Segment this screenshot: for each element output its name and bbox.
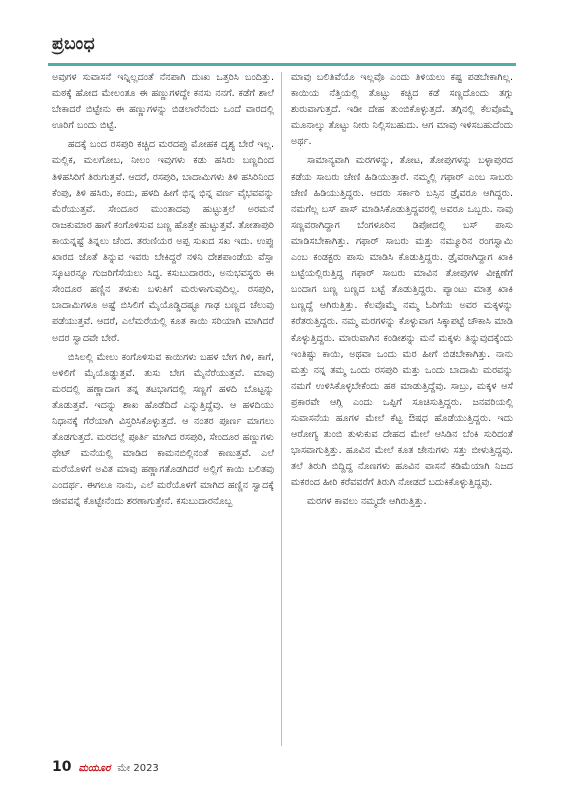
left-column bbox=[52, 70, 274, 740]
paragraph: ಮರಗಳ ಕಾವಲು ನಮ್ಮದೇ ಆಗಿರುತ್ತಿತ್ತು. bbox=[307, 496, 427, 508]
paragraph: ಬಿಸಿಲಲ್ಲಿ ಮೇಲು ಕಂಗೊಳಿಸುವ ಕಾಯಿಗಳು ಬಹಳ ಬೇಗ ಗಿಳಿ, ಕಾಗೆ, ಅಳಿಲಿಗೆ ಮೈಯೊಡ್ಡುತ್ತವೆ. ತುಸು ಬೇಗ ಮೈನೆರೆಯುತ್ತವೆ. ಮಾವು ಮರದಲ್ಲಿ ಹಣ್ಣಾದಾಗ ತನ್ನ ತಟಭಾಗದಲ್ಲಿ ಸಣ್ಣಗೆ ಹಳದಿ ಬೊಟ್ಟನ್ನು ತೊಡುತ್ತವೆ. ಇದನ್ನು ಶಾಖ ಹೊಡೆದಿದೆ ಎನ್ನುತ್ತಿದ್ದೆವು. ಆ ಹಳದಿಯು ನಿಧಾನಕ್ಕೆ ಗೆರೆಯಾಗಿ ವಿಸ್ತರಿಸಿಕೊಳ್ಳುತ್ತದೆ. ಆ ನಂತರ ಪೂರ್ಣ ಮಾಗಲು ತೊಡಗುತ್ತದೆ. ಮರದಲ್ಲೆ ಪೂರ್ತಿ ಮಾಗಿದ ರಸಪುರಿ, ಸೇಂದೂರ ಹಣ್ಣುಗಳು ಥೇಟ್ ಮನೆಯಲ್ಲಿ ಮಾಡಿದ ಕಾಮನಬಿಲ್ಲಿನಂತೆ ಕಾಣುತ್ತವೆ. ಎಲೆ ಮರೆಯೊಳಗೆ ಅವಿತ ಮಾವು ಹಣ್ಣಾಗತೊಡಗಿದರೆ ಅಲ್ಲಿಗೆ ಕಾಯಿ ಬಲಿತವು ಎಂದರ್ಥ. ಈಗಲೂ ನಾನು, ಎಲೆ ಮರೆಯೊಳಗೆ ಮಾಗಿದ ಹಣ್ಣಿನ ಸ್ವಾದಕ್ಕೆ ಜೀವವನ್ನೆ ಕೊಟ್ಟೇನೆಂದು ಶರಣಾಗುತ್ತೇನೆ. ಕಸುಬುದಾರನೊಬ್ಬ bbox=[52, 351, 274, 508]
section-title: ಪ್ರಬಂಧ bbox=[52, 34, 96, 54]
page-footer bbox=[52, 759, 159, 775]
paragraph: ಹದಕ್ಕೆ ಬಂದ ರಸಪುರಿ ಕಚ್ಚಿದ ಮರದಪ್ಪು ಮೋಹಕ ದೃಶ್ಯ ಬೇರೆ ಇಲ್ಲ. ಮಲ್ಲಿಕ, ಮಲಗೋಬ, ನೀಲಂ ಇವುಗಳು ಕಡು ಹಸಿರು ಬಣ್ಣದಿಂದ ತಿಳಿಹಸಿರಿಗೆ ತಿರುಗುತ್ತವೆ. ಆದರೆ, ರಸಪುರಿ, ಬಾದಾಮಿಗಳು ತಿಳಿ ಹಸಿರಿನಿಂದ ಕೆಂಪು, ತಿಳಿ ಹಸಿರು, ಕಂದು, ಹಳದಿ ಹೀಗೆ ಭಿನ್ನ ಭಿನ್ನ ವರ್ಣ ವೈಭವವನ್ನು ಮೆರೆಯುತ್ತವೆ. ಸೇಂದೂರ ಮುಂತಾದವು ಹುಟ್ಟುತ್ತಲೆ ಅರಮನೆ ರಾಜಕುಮಾರ ಹಾಗೆ ಕಂಗೊಳಿಸುವ ಬಣ್ಣ ಹೊತ್ತೇ ಹುಟ್ಟುತ್ತವೆ. ತೋತಾಪುರಿ ಕಾಯನ್ನಷ್ಟೆ ತಿನ್ನಲು ಚೆಂದ. ತರುಣಿಯರ ಅಪ್ಪ ಸುಖದ ಸಖ ಇದು. ಉಪ್ಪು ಖಾರದ ಜೊತೆ ತಿನ್ನುವ ಇವರು ಬೇಕಿದ್ದರೆ ನಳಿನಿ ದೇಶಪಾಂಡೆಯ ವೆಸ್ಪಾ ಸ್ಕೂಟರನ್ನೂ ಗುಜರಿಗೆಸೆಯಲು ಸಿದ್ಧ. ಕಸುಬುದಾರರು, ಅನುಭವಸ್ಥರು ಈ ಸೇಂದೂರ ಹಣ್ಣಿನ ತಳುಕು ಬಳುಕಿಗೆ ಮರುಳಾಗುವುದಿಲ್ಲ. ರಸಪುರಿ, ಬಾದಾಮಿಗಳೂ ಅಷ್ಟೆ ಬಿಸಿಲಿಗೆ ಮೈಯೊಡ್ಡಿದಷ್ಟೂ ಗಾಢ ಬಣ್ಣದ ಚೆಲುವು ಪಡೆಯುತ್ತವೆ. ಆದರೆ, ಎಲೆಮರೆಯಲ್ಲಿ ಕೂತ ಕಾಯಿ ಸರಿಯಾಗಿ ಮಾಗಿದರೆ ಅದರ ಸ್ವಾದವೇ ಬೇರೆ. bbox=[52, 139, 274, 344]
paragraph: ಮಾವು ಬಲಿತಿವೆಯೊ ಇಲ್ಲವೊ ಎಂದು ತಿಳಿಯಲು ಕಷ್ಟ ಪಡಬೇಕಾಗಿಲ್ಲ. ಕಾಯಿಯ ನೆತ್ತಿಯಲ್ಲಿ ತೊಟ್ಟು ಕಚ್ಚಿದ ಕಡೆ ಸಣ್ಣದೊಂದು ತಗ್ಗು ಶುರುವಾಗುತ್ತದೆ. ಇಡೀ ದೇಹ ತುಂಬಿಕೊಳ್ಳುತ್ತದೆ. ತಗ್ಗಿನಲ್ಲಿ ಕೆಲವೊಮ್ಮೆ ಮೂನಾಲ್ಕು ತೊಟ್ಟು ನೀರು ನಿಲ್ಲಿಸಬಹುದು. ಆಗ ಮಾವು ಇಳಿಸಬಹುದೆಂದು ಅರ್ಥ. bbox=[291, 72, 513, 148]
right-column bbox=[291, 70, 513, 750]
paragraph: ಅವುಗಳ ಸುವಾಸನೆ ಇನ್ನಿಲ್ಲದಂತೆ ನೆನಪಾಗಿ ದುಃಖ ಒತ್ತರಿಸಿ ಬಂದಿತ್ತು. ಮಠಕ್ಕೆ ಹೋದ ಮೇಲಂತೂ ಈ ಹಣ್ಣುಗಳದ್ದೇ ಕನಸು ನನಗೆ. ಕಡೆಗೆ ಶಾಲೆ ಬೇಕಾದರೆ ಬಿಟ್ಟೇನು ಈ ಹಣ್ಣುಗಳನ್ನು ಬಿಡಲಾರೆನೆಂದು ಒಂದೆ ವಾರದಲ್ಲಿ ಊರಿಗೆ ಬಂದು ಬಿಟ್ಟೆ. bbox=[52, 72, 274, 132]
column-divider bbox=[281, 72, 282, 746]
page-number: 10 bbox=[52, 759, 72, 775]
issue-date: ಮೇ 2023 bbox=[117, 763, 159, 774]
magazine-logo: ಮಯೂರ bbox=[78, 763, 111, 774]
paragraph: ಸಾಮಾನ್ಯವಾಗಿ ಮರಗಳನ್ನು, ತೋಟ, ತೋಪುಗಳನ್ನು ಬಳ್ಳಾಪುರದ ಕಡೆಯ ಸಾಬರು ಚೇಣಿ ಹಿಡಿಯುತ್ತಾರೆ. ನಮ್ಮಲ್ಲಿ ಗಫಾರ್ ಎಂಬ ಸಾಬರು ಚೇಣಿ ಹಿಡಿಯುತ್ತಿದ್ದರು. ಆದರು ಸರ್ಕಾರಿ ಬಸ್ಸಿನ ಡ್ರೈವರೂ ಆಗಿದ್ದರು. ನಮಗೆಲ್ಲ ಬಸ್ ಪಾಸ್ ಮಾಡಿಸಿಕೊಡುತ್ತಿದ್ದವರಲ್ಲಿ ಅವರೂ ಒಬ್ಬರು. ನಾವು ಸಣ್ಣವರಾಗಿದ್ದಾಗ ಬೆಂಗಳೂರಿನ ಡಿಪೋದಲ್ಲಿ ಬಸ್ ಪಾಸು ಮಾಡಿಸಬೇಕಾಗಿತ್ತು. ಗಫಾರ್ ಸಾಬರು ಮತ್ತು ನಮ್ಮೂರಿನ ರಂಗಸ್ವಾಮಿ ಎಂಬ ಕಂಡಕ್ಟರು ಪಾಸು ಮಾಡಿಸಿ ಕೊಡುತ್ತಿದ್ದರು. ಡ್ರೈವರಾಗಿದ್ದಾಗ ಖಾಕಿ ಬಟ್ಟೆಯಲ್ಲಿರುತ್ತಿದ್ದ ಗಫಾರ್ ಸಾಬರು ಮಾವಿನ ತೋಪುಗಳ ವೀಕ್ಷಣೆಗೆ ಬಂದಾಗ ಬಣ್ಣ ಬಣ್ಣದ ಬಟ್ಟೆ ತೊಡುತ್ತಿದ್ದರು. ಪ್ಯಾಂಟು ಮಾತ್ರ ಖಾಕಿ ಬಣ್ಣದ್ದೆ ಆಗಿರುತ್ತಿತ್ತು. ಕೆಲವೊಮ್ಮೆ ನಮ್ಮ ಓರಿಗೆಯ ಅವರ ಮಕ್ಕಳನ್ನು ಕರೆತರುತ್ತಿದ್ದರು. ನಮ್ಮ ಮರಗಳನ್ನು ಕೊಳ್ಳುವಾಗ ಸಿಕ್ಕಾಪಟ್ಟೆ ಚೌಕಾಸಿ ಮಾಡಿ ಕೊಳ್ಳುತ್ತಿದ್ದರು. ಮಾರುವಾಗಿನ ಕಂಡೀಶನ್ನು ಮನೆ ಮಕ್ಕಳು ತಿನ್ನುವುದಕ್ಕೆಂದು ಇಂತಿಷ್ಟು ಕಾಯಿ, ಅಥವಾ ಒಂದು ಮರ ಹೀಗೆ ಬಿಡಬೇಕಾಗಿತ್ತು. ನಾನು ಮತ್ತು ನನ್ನ ತಮ್ಮ ಒಂದು ರಸಪುರಿ ಮತ್ತು ಒಂದು ಬಾದಾಮಿ ಮರವನ್ನು ನಮಗೆ ಉಳಿಸಿಕೊಳ್ಳಬೇಕೆಂದು ಹಠ ಮಾಡುತ್ತಿದ್ದೆವು. ಸಾಬ್ರು, ಮಕ್ಕಳ ಆಸೆ ಪ್ರಕಾರವೇ ಆಗ್ಲಿ ಎಂದು ಒಪ್ಪಿಗೆ ಸೂಚಿಸುತ್ತಿದ್ದರು. ಜನವರಿಯಲ್ಲಿ ಸುವಾಸನೆಯ ಹೂಗಳ ಮೇಲೆ ಕೆಟ್ಟ ಔಷಧ ಹೊಡೆಯುತ್ತಿದ್ದರು. ಇದು ಆರೋಗ್ಯ ತುಂಬಿ ತುಳುಕುವ ದೇಹದ ಮೇಲೆ ಆಸಿಡಿನ ಬೆಂಕಿ ಸುರಿದಂತೆ ಭಾಸವಾಗುತ್ತಿತ್ತು. ಹೂವಿನ ಮೇಲೆ ಕೂತ ಜೇನುಗಳು ಸತ್ತು ಬೀಳುತ್ತಿದ್ದವು. ತಲೆ ತಿರುಗಿ ಬಿದ್ದಿದ್ದ ನೊಣಗಳು ಹೂವಿನ ವಾಸನೆ ಕಡಿಮೆಯಾಗಿ ನಿಜದ ಮಕರಂದ ಹೀರಿ ಕರೆವವರೆಗೆ ತಿರುಗಿ ನೋಡದೆ ಬದುಕಿಕೊಳ್ಳುತ್ತಿದ್ದವು. bbox=[291, 155, 513, 489]
title-rule bbox=[48, 63, 516, 66]
